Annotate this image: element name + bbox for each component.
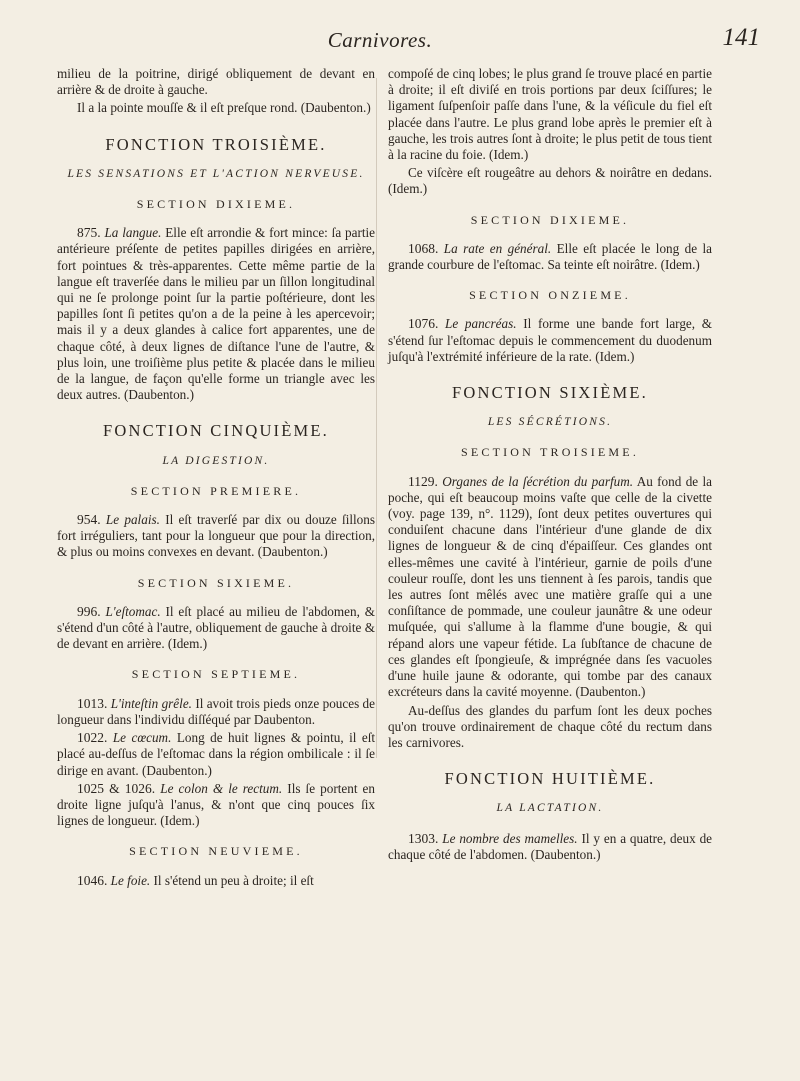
entry-number: 875. bbox=[77, 225, 101, 241]
entry-number: 1046. bbox=[77, 872, 108, 888]
fonction-subheading: LA DIGESTION. bbox=[162, 454, 270, 467]
section-heading: SECTION SIXIEME. bbox=[137, 575, 295, 590]
section-heading: SECTION DIXIEME. bbox=[470, 212, 630, 227]
fonction-heading: FONCTION TROISIÈME. bbox=[105, 134, 327, 154]
entry-1076 bbox=[388, 316, 712, 365]
entry-title: Le pancréas. bbox=[445, 316, 517, 332]
fonction-heading: FONCTION CINQUIÈME. bbox=[102, 421, 330, 441]
entry-number: 996. bbox=[77, 603, 101, 619]
entry-title: L'inteſtin grêle. bbox=[110, 695, 192, 711]
entry-title: Le foie. bbox=[110, 872, 151, 888]
entry-title: La langue. bbox=[104, 225, 162, 241]
entry-number: 1013. bbox=[77, 695, 108, 711]
entry-text: Il forme une bande fort large, & s'étend ſur l'eſtomac depuis le commencement du duodenum juſqu'à l'extrémité inférieure de la rate. (Idem.) bbox=[388, 316, 712, 364]
entry-text: Long de huit lignes & pointu, il eſt placé au-deſſus de l'eſtomac dans la région ombilicale : il ſe dirige en avant. (Daubenton.) bbox=[57, 730, 376, 778]
entry-text: Elle eſt arrondie & fort mince: ſa partie antérieure préſente de petites papilles dirigées en arrière, fort pointues & très-apparentes. Cette même partie de la langue eſt traverſée dans le milieu par un ſillon longitudinal qui ne ſe prolonge point ſur la partie poſtérieure, dont les papilles ſont ſi petites qu'on a de la peine à les apercevoir; mais il y a deux glandes à calice fort apparentes, une de chaque côté, à deux lignes de diſtance l'une de l'autre, & plus loin, une troiſième plus petite & placée dans le milieu de la langue, de façon qu'elle forme un triangle avec les deux autres. (Daubenton.) bbox=[57, 225, 376, 403]
section-heading: SECTION TROISIEME. bbox=[460, 445, 640, 460]
entry-text: Il s'étend un peu à droite; il eſt bbox=[153, 872, 314, 888]
entry-1068 bbox=[388, 241, 712, 273]
entry-title: Le palais. bbox=[105, 512, 160, 528]
entry-954 bbox=[57, 512, 375, 561]
entry-title: Le cœcum. bbox=[112, 730, 172, 746]
paragraph: Ce viſcère eſt rougeâtre au dehors & noirâtre en dedans. (Idem.) bbox=[388, 165, 712, 197]
page-number: 141 bbox=[722, 24, 760, 51]
fonction-subheading: LES SENSATIONS ET L'ACTION NERVEUSE. bbox=[67, 167, 365, 180]
fonction-subheading: LA LACTATION. bbox=[496, 802, 604, 815]
entry-996 bbox=[57, 604, 375, 653]
entry-title: Le nombre des mamelles. bbox=[442, 830, 578, 846]
entry-1046 bbox=[57, 873, 375, 889]
entry-1129 bbox=[388, 474, 712, 701]
entry-number: 1303. bbox=[408, 830, 439, 846]
entry-text: Il y en a quatre, deux de chaque côté de l'abdomen. (Daubenton.) bbox=[388, 830, 713, 862]
section-heading: SECTION PREMIERE. bbox=[130, 483, 302, 498]
entry-text: Il eſt placé au milieu de l'abdomen, & s'étend d'un côté à l'autre, obliquement de gauche à droite & de devant en arrière. (Idem.) bbox=[57, 603, 375, 652]
entry-title: L'eſtomac. bbox=[105, 603, 161, 619]
paragraph: compoſé de cinq lobes; le plus grand ſe trouve placé en partie à droite; il eſt diviſé en trois portions par deux ſciſſures; le ligament ſuſpenſoir paſſe dans l'une, & la véſicule du fiel eſt placée dans l'autre. Le plus grand lobe après le premier eſt à gauche, les trois autres ſont à droite; le plus petit de tous tient à la racine du foie. (Idem.) bbox=[388, 66, 712, 163]
entry-number: 1022. bbox=[77, 730, 108, 746]
entry-number: 1068. bbox=[408, 240, 439, 256]
entry-text: Il eſt traverſé par dix ou douze ſillons fort irréguliers, tant pour la longueur que pour la direction, & plus ou moins convexes en devant. (Daubenton.) bbox=[57, 512, 376, 560]
entry-text: Il avoit trois pieds onze pouces de longueur dans l'individu diſſéqué par Daubenton. bbox=[57, 695, 375, 727]
entry-1022 bbox=[57, 730, 375, 779]
entry-number: 1025 & 1026. bbox=[77, 780, 156, 796]
running-head bbox=[60, 22, 760, 62]
fonction-heading: FONCTION HUITIÈME. bbox=[444, 769, 656, 789]
entry-number: 1076. bbox=[408, 316, 439, 332]
section-heading: SECTION SEPTIEME. bbox=[131, 667, 301, 682]
paragraph: Il a la pointe mouſſe & il eſt preſque rond. (Daubenton.) bbox=[77, 100, 371, 116]
column-divider bbox=[376, 78, 377, 758]
entry-number: 1129. bbox=[408, 473, 438, 489]
paragraph: Au-deſſus des glandes du parfum ſont les deux poches qu'on trouve ordinairement de chaque côté du rectum dans les carnivores. bbox=[388, 702, 712, 750]
entry-text: Ils ſe portent en droite ligne juſqu'à l'anus, & n'ont que cinq pouces ſix lignes de longueur. (Idem.) bbox=[57, 780, 376, 829]
entry-1303 bbox=[388, 831, 712, 863]
entry-title: Organes de la ſécrétion du parfum. bbox=[442, 473, 634, 489]
entry-1013 bbox=[57, 696, 375, 728]
entry-875 bbox=[57, 225, 375, 403]
right-column bbox=[388, 66, 712, 863]
entry-1025 bbox=[57, 781, 375, 830]
section-heading: SECTION NEUVIEME. bbox=[129, 844, 303, 859]
fonction-heading: FONCTION SIXIÈME. bbox=[452, 383, 648, 403]
paragraph: milieu de la poitrine, dirigé obliquement de devant en arrière & de droite à gauche. bbox=[57, 66, 375, 98]
left-column bbox=[57, 66, 375, 889]
running-title: Carnivores. bbox=[327, 28, 433, 52]
entry-number: 954. bbox=[77, 512, 101, 528]
section-heading: SECTION ONZIEME. bbox=[469, 288, 631, 303]
entry-text: Au fond de la poche, qui eſt beaucoup moins vaſte que celle de la civette (voy. page 139, n°. 1129), ſont deux petites ouvertures qui conduiſent chacune dans l'intérieur d'une glande de dix lignes de longueur & de cinq d'épaiſſeur. Ces glandes ont elles-mêmes une cavité à l'intérieur, garnie de poils d'une couleur rouſſe, dont les uns tiennent à ſes parois, tandis que les autres ſont mêlés avec une matière graſſe qui a une conſiſtance de pommade, une couleur jaunâtre & une odeur muſquée, qui s'allume à la flamme d'une bougie, & qui répand alors une vapeur fétide. La ſubſtance de chacune de ces glandes eſt ſpongieuſe, & imprégnée dans ſes vacuoles d'une huile jaune & odorante, qui tombe par des canaux excréteurs dans la cavité moyenne. (Daubenton.) bbox=[388, 473, 713, 700]
entry-title: La rate en général. bbox=[443, 240, 552, 256]
entry-title: Le colon & le rectum. bbox=[160, 780, 283, 796]
fonction-subheading: LES SÉCRÉTIONS. bbox=[487, 416, 613, 429]
section-heading: SECTION DIXIEME. bbox=[136, 197, 296, 212]
entry-text: Elle eſt placée le long de la grande courbure de l'eſtomac. Sa teinte eſt noirâtre. (Idem.) bbox=[388, 240, 713, 273]
